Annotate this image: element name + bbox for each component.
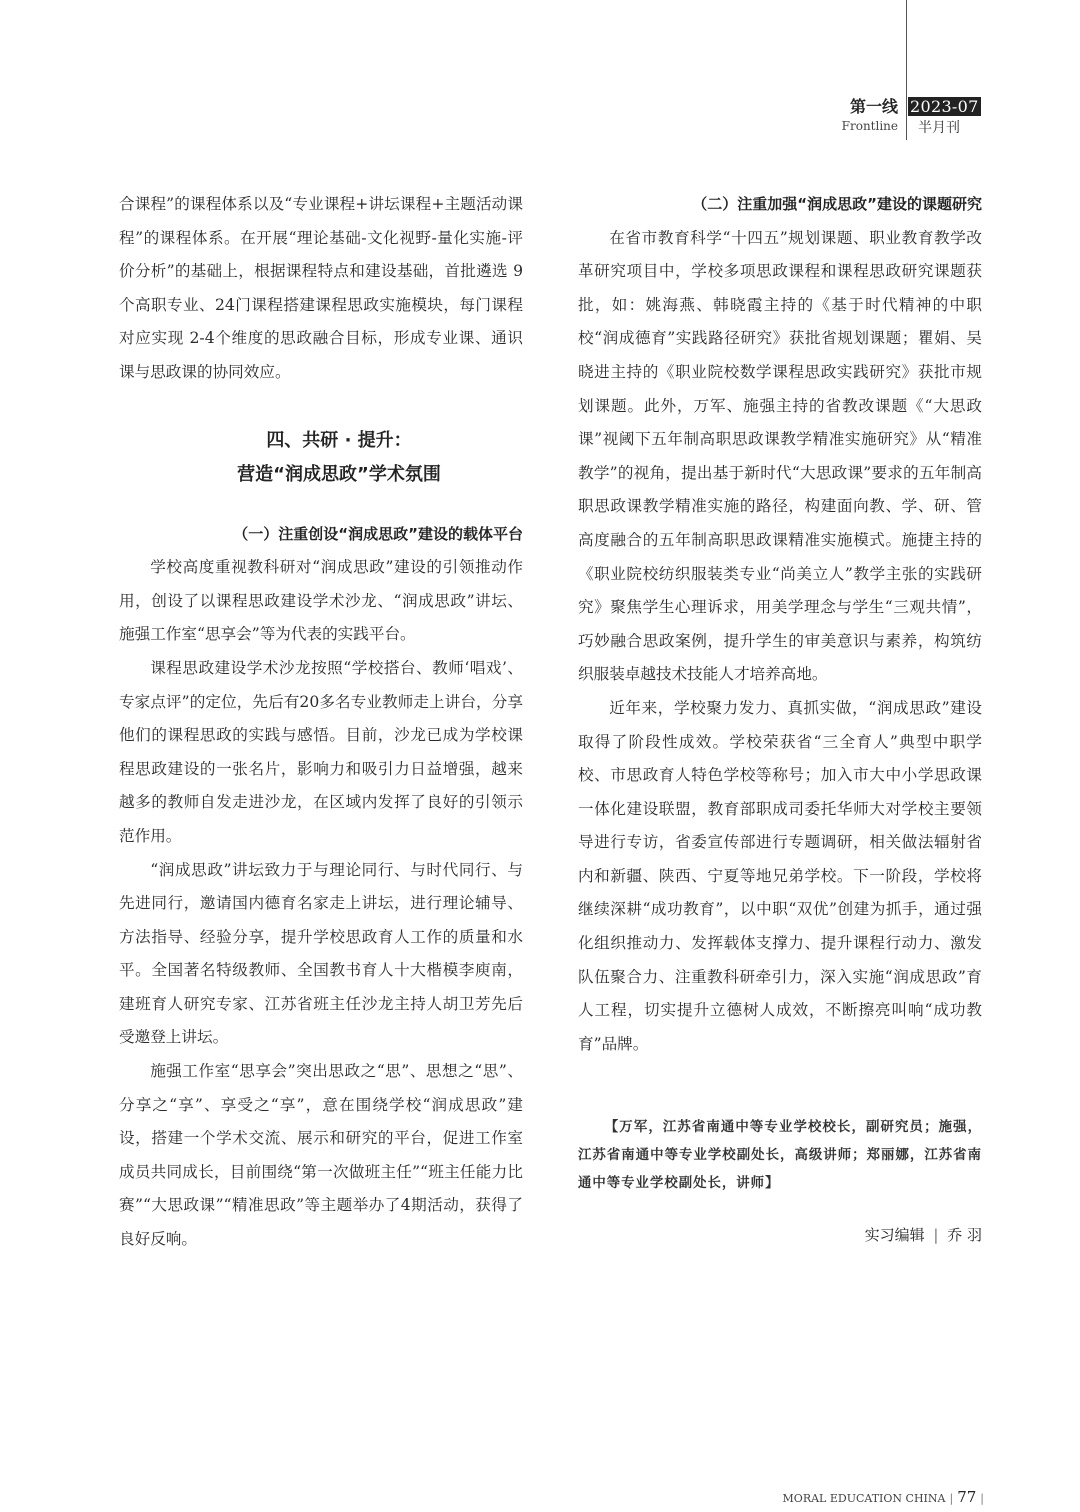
right-column [578,188,982,1253]
header-issue-block [908,97,981,139]
section-title-line-2: 营造“润成思政”学术氛围 [237,463,441,485]
editor-name: 乔 羽 [947,1226,982,1245]
header-column-block [842,97,898,135]
section-title-line-1: 四、共研 · 提升： [266,429,412,451]
paragraph: 在省市教育科学“十四五”规划课题、职业教育教学改革研究项目中，学校多项思政课程和课程思政研究课题获批，如：姚海燕、韩晓霞主持的《基于时代精神的中职校“润成德育”实践路径研究》获批省规划课题；瞿娟、吴晓进主持的《职业院校数学课程思政实践研究》获批市规划课题。此外，万军、施强主持的省教改课题《“大思政课”视阈下五年制高职思政课教学精准实施研究》从“精准教学”的视角，提出基于新时代“大思政课”要求的五年制高职思政课教学精准实施的路径，构建面向教、学、研、管高度融合的五年制高职思政课精准实施模式。施捷主持的《职业院校纺织服装类专业“尚美立人”教学主张的实践研究》聚焦学生心理诉求，用美学理念与学生“三观共情”，巧妙融合思政案例，提升学生的审美意识与素养，构筑纺织服装卓越技术技能人才培养高地。 [578,228,982,684]
paragraph: 课程思政建设学术沙龙按照“学校搭台、教师‘唱戏’、专家点评”的定位，先后有20多名专业教师走上讲台，分享他们的课程思政的实践与感悟。目前，沙龙已成为学校课程思政建设的一张名片，影响力和吸引力日益增强，越来越多的教师自发走进沙龙，在区域内发挥了良好的引领示范作用。 [119,658,523,845]
paragraph: 合课程”的课程体系以及“专业课程+讲坛课程+主题活动课程”的课程体系。在开展“理论基础-文化视野-量化实施-评价分析”的基础上，根据课程特点和建设基础，首批遴选 9个高职专业、24门课程搭建课程思政实施模块，每门课程对应实现 2-4个维度的思政融合目标，形成专业课、通识课与思政课的协同效应。 [119,195,523,381]
subheading: （二）注重加强“润成思政”建设的课题研究 [692,195,982,213]
journal-name: MORAL EDUCATION CHINA [782,1492,946,1505]
frequency-label: 半月刊 [918,120,960,136]
author-info: 【万军，江苏省南通中等专业学校校长，副研究员；施强，江苏省南通中等专业学校副处长，高级讲师；郑丽娜，江苏省南通中等专业学校副处长，讲师】 [578,1119,982,1192]
header-divider-line [906,0,907,140]
issue-badge: 2023-07 [910,97,979,116]
editor-label: 实习编辑 [864,1226,925,1245]
paragraph: 学校高度重视教科研对“润成思政”建设的引领推动作用，创设了以课程思政建设学术沙龙、“润成思政”讲坛、施强工作室“思享会”等为代表的实践平台。 [119,558,523,644]
subheading: （一）注重创设“润成思政”建设的载体平台 [233,524,523,543]
paragraph: 施强工作室“思享会”突出思政之“思”、思想之“思”、分享之“享”、享受之“享”，意在围绕学校“润成思政”建设，搭建一个学术交流、展示和研究的平台，促进工作室成员共同成长，目前围绕“第一次做班主任”“班主任能力比赛”“大思政课”“精准思政”等主题举办了4期活动，获得了良好反响。 [119,1062,523,1249]
column-name: 第一线 [849,97,898,116]
editor-credit: 实习编辑 | 乔 羽 [864,1226,982,1245]
page-number: 77 [957,1488,977,1506]
paragraph: “润成思政”讲坛致力于与理论同行、与时代同行、与先进同行，邀请国内德育名家走上讲坛，进行理论辅导、方法指导、经验分享，提升学校思政育人工作的质量和水平。全国著名特级教师、全国教书育人十大楷模李庾南，建班育人研究专家、江苏省班主任沙龙主持人胡卫芳先后受邀登上讲坛。 [119,860,523,1047]
column-name-en: Frontline [841,119,898,133]
page-footer: MORAL EDUCATION CHINA | 77 | [782,1488,984,1506]
section-heading [119,424,523,492]
left-column [119,188,523,1257]
paragraph: 近年来，学校聚力发力、真抓实做，“润成思政”建设取得了阶段性成效。学校荣获省“三全育人”典型中职学校、市思政育人特色学校等称号；加入市大中小学思政课一体化建设联盟，教育部职成司委托华师大对学校主要领导进行专访，省委宣传部进行专题调研，相关做法辐射省内和新疆、陕西、宁夏等地兄弟学校。下一阶段，学校将继续深耕“成功教育”，以中职“双优”创建为抓手，通过强化组织推动力、发挥载体支撑力、提升课程行动力、激发队伍聚合力、注重教科研牵引力，深入实施“润成思政”育人工程，切实提升立德树人成效，不断擦亮叫响“成功教育”品牌。 [578,698,982,1053]
